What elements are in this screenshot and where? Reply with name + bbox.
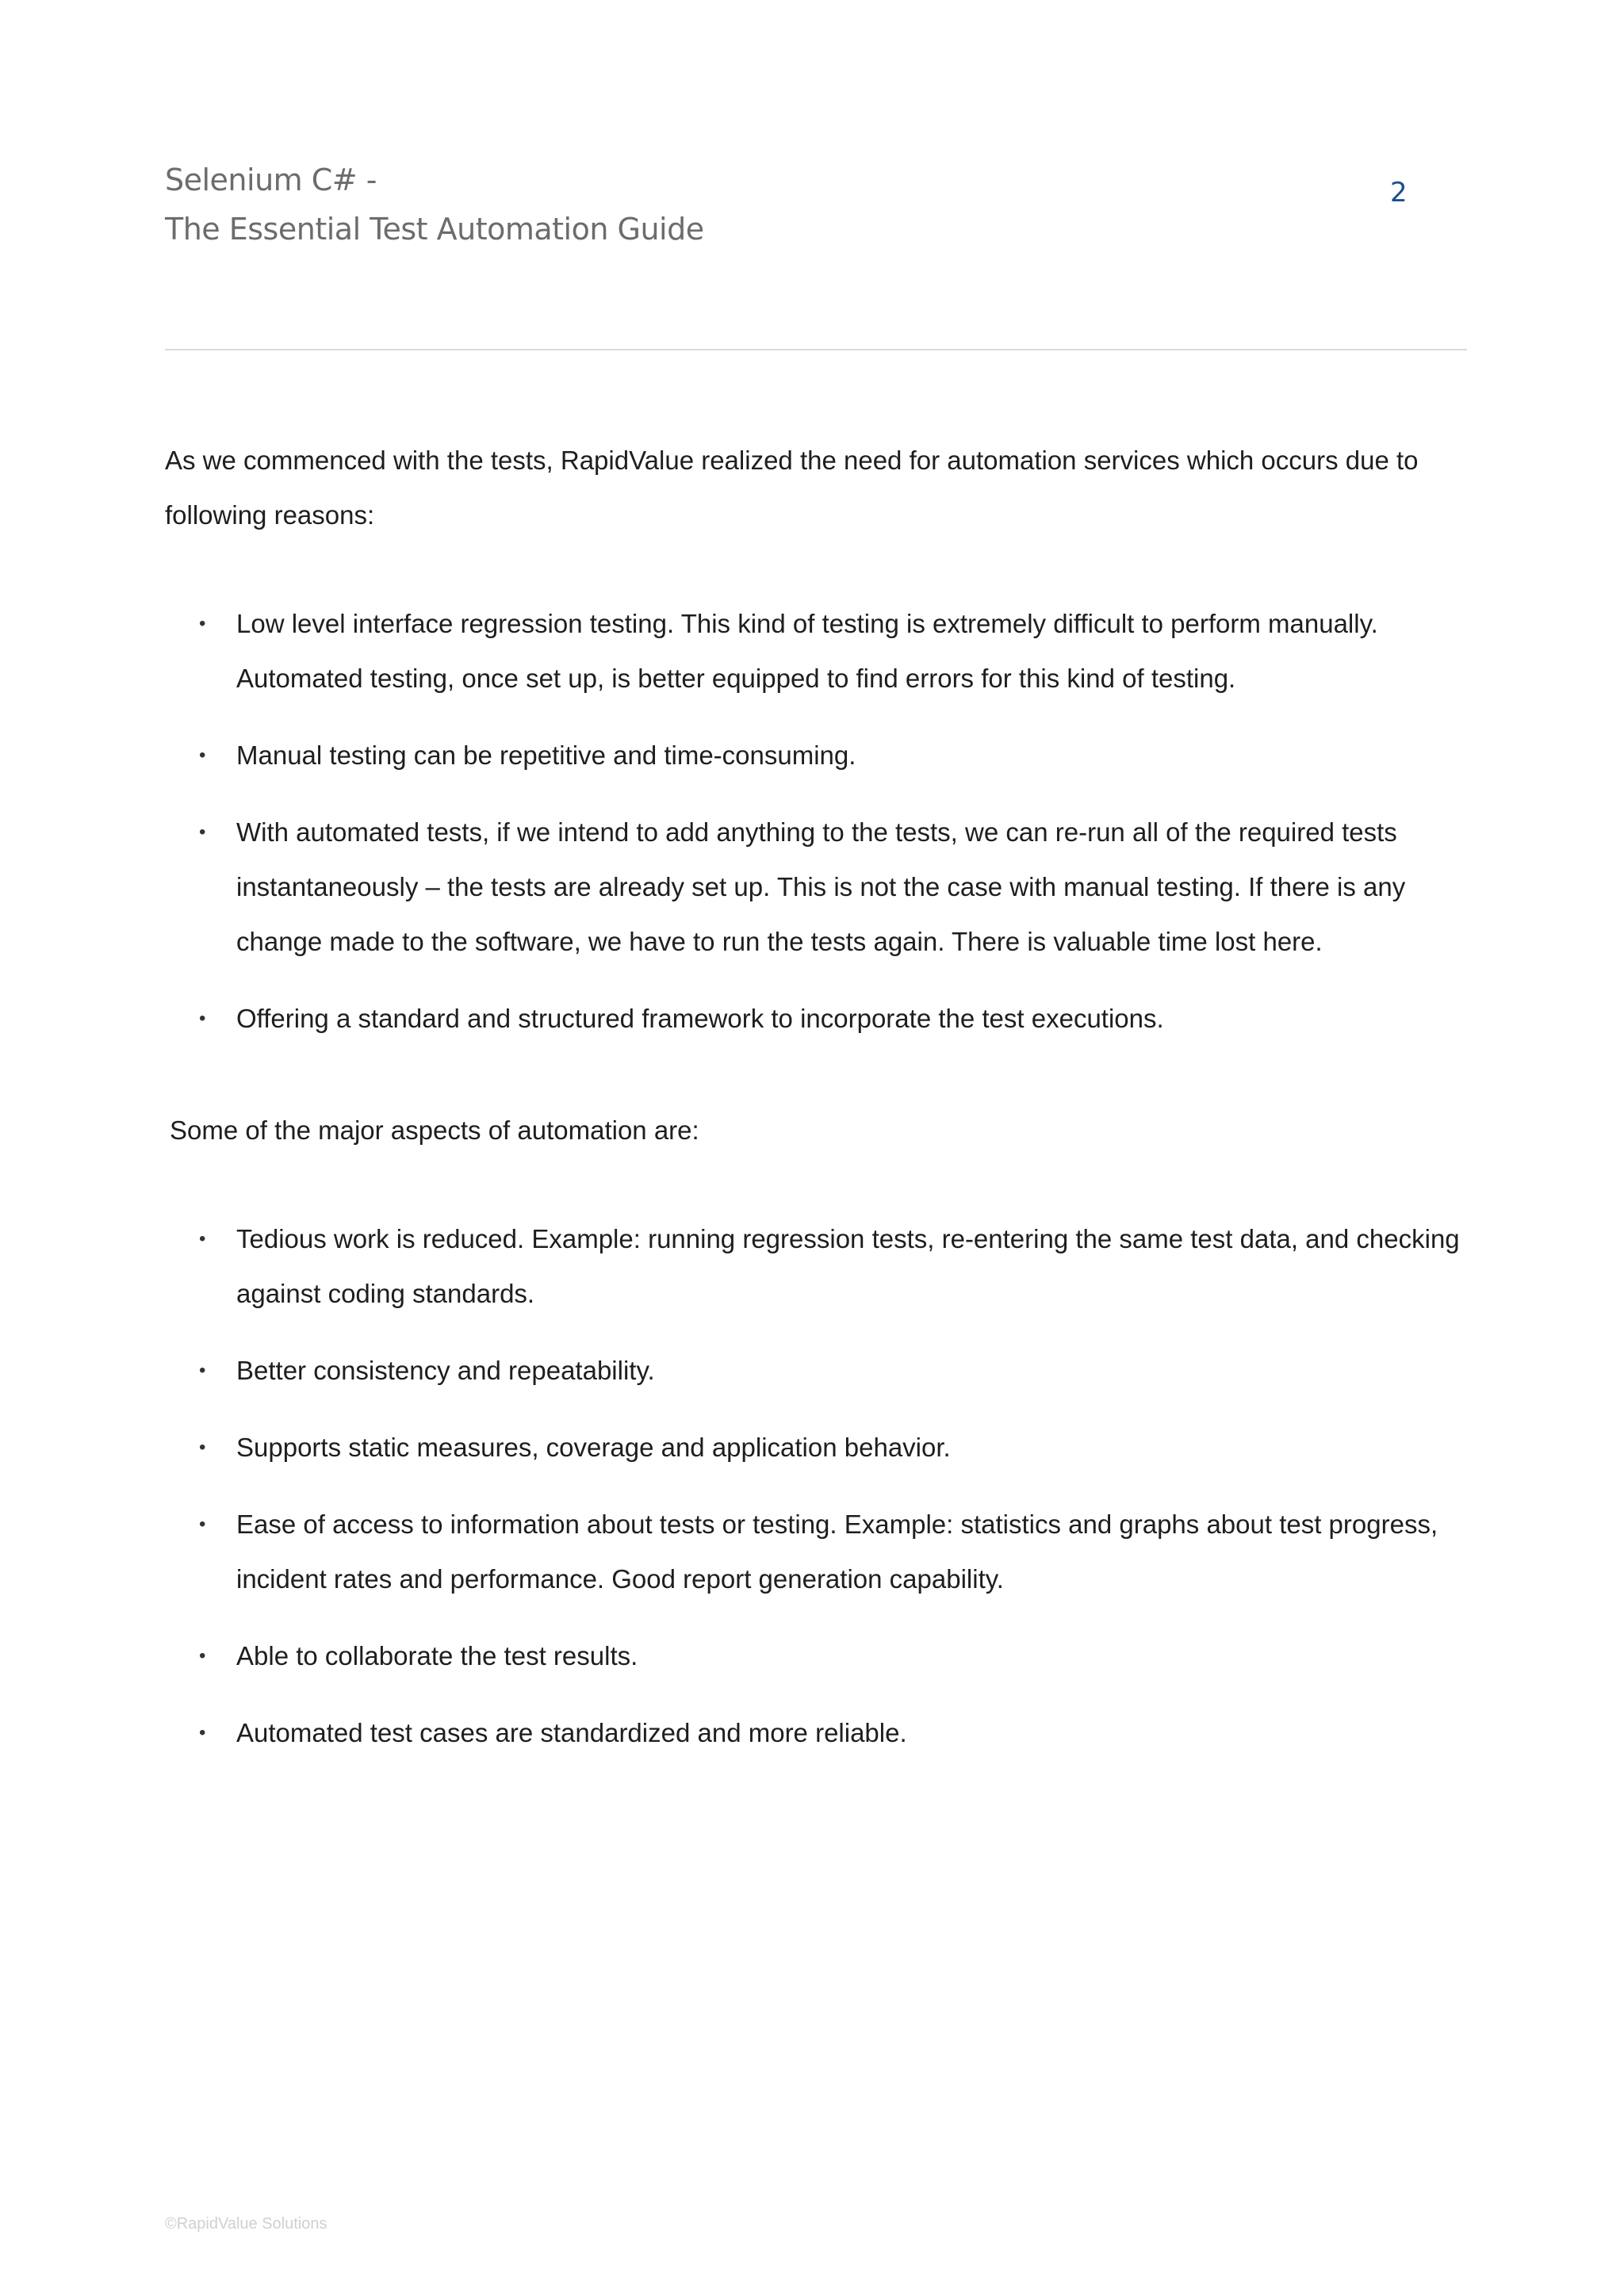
header-divider (165, 349, 1467, 350)
bullet-icon: • (199, 1722, 206, 1743)
list-item (165, 1628, 1481, 1683)
list-item-text: Better consistency and repeatability. (236, 1356, 655, 1385)
document-title-line-1: Selenium C# - (165, 163, 377, 197)
list-item (165, 596, 1481, 706)
page-number: 2 (1390, 177, 1408, 209)
list-item (165, 1420, 1481, 1475)
document-header (165, 155, 1465, 254)
list-item-text: With automated tests, if we intend to add anything to the tests, we can re-run all of the required tests instantaneously – the tests are already set up. This is not the case with manual testing. If there is any change made to the software, we have to run the tests again. There is valuable time lost here. (236, 817, 1406, 956)
document-title-line-2: The Essential Test Automation Guide (165, 212, 704, 247)
list-item-text: Automated test cases are standardized and more reliable. (236, 1718, 907, 1747)
list-item (165, 1705, 1481, 1760)
list-item (165, 728, 1481, 783)
bullet-icon: • (199, 744, 206, 766)
intro-paragraph: As we commenced with the tests, RapidValue realized the need for automation services which occurs due to following reasons: (165, 446, 1419, 530)
list-item (165, 805, 1481, 969)
list-item-text: Supports static measures, coverage and application behavior. (236, 1433, 951, 1462)
list-item (165, 1343, 1481, 1398)
bullet-icon: • (199, 821, 206, 843)
list-item (165, 1211, 1481, 1321)
bullet-icon: • (199, 1008, 206, 1029)
list-item-text: Low level interface regression testing. This kind of testing is extremely difficult to perform manually. Automated testing, once set up, is better equipped to find errors for this kind of testing. (236, 609, 1378, 693)
bullet-icon: • (199, 1437, 206, 1458)
bullet-icon: • (199, 1513, 206, 1535)
reasons-list (165, 596, 1481, 1068)
bullet-icon: • (199, 1228, 206, 1249)
list-item-text: Manual testing can be repetitive and time-consuming. (236, 740, 856, 770)
aspects-intro-paragraph: Some of the major aspects of automation are: (170, 1115, 699, 1145)
list-item-text: Ease of access to information about tests or testing. Example: statistics and graphs about test progress, incident rates and performance. Good report generation capability. (236, 1510, 1438, 1594)
bullet-icon: • (199, 613, 206, 634)
bullet-icon: • (199, 1360, 206, 1381)
list-item-text: Tedious work is reduced. Example: running regression tests, re-entering the same test data, and checking against coding standards. (236, 1224, 1460, 1308)
aspects-list (165, 1211, 1481, 1782)
list-item (165, 1497, 1481, 1606)
list-item-text: Able to collaborate the test results. (236, 1641, 638, 1670)
bullet-icon: • (199, 1645, 206, 1667)
footer-copyright: ©RapidValue Solutions (165, 2215, 327, 2233)
list-item-text: Offering a standard and structured framework to incorporate the test executions. (236, 1004, 1164, 1033)
list-item (165, 991, 1481, 1046)
